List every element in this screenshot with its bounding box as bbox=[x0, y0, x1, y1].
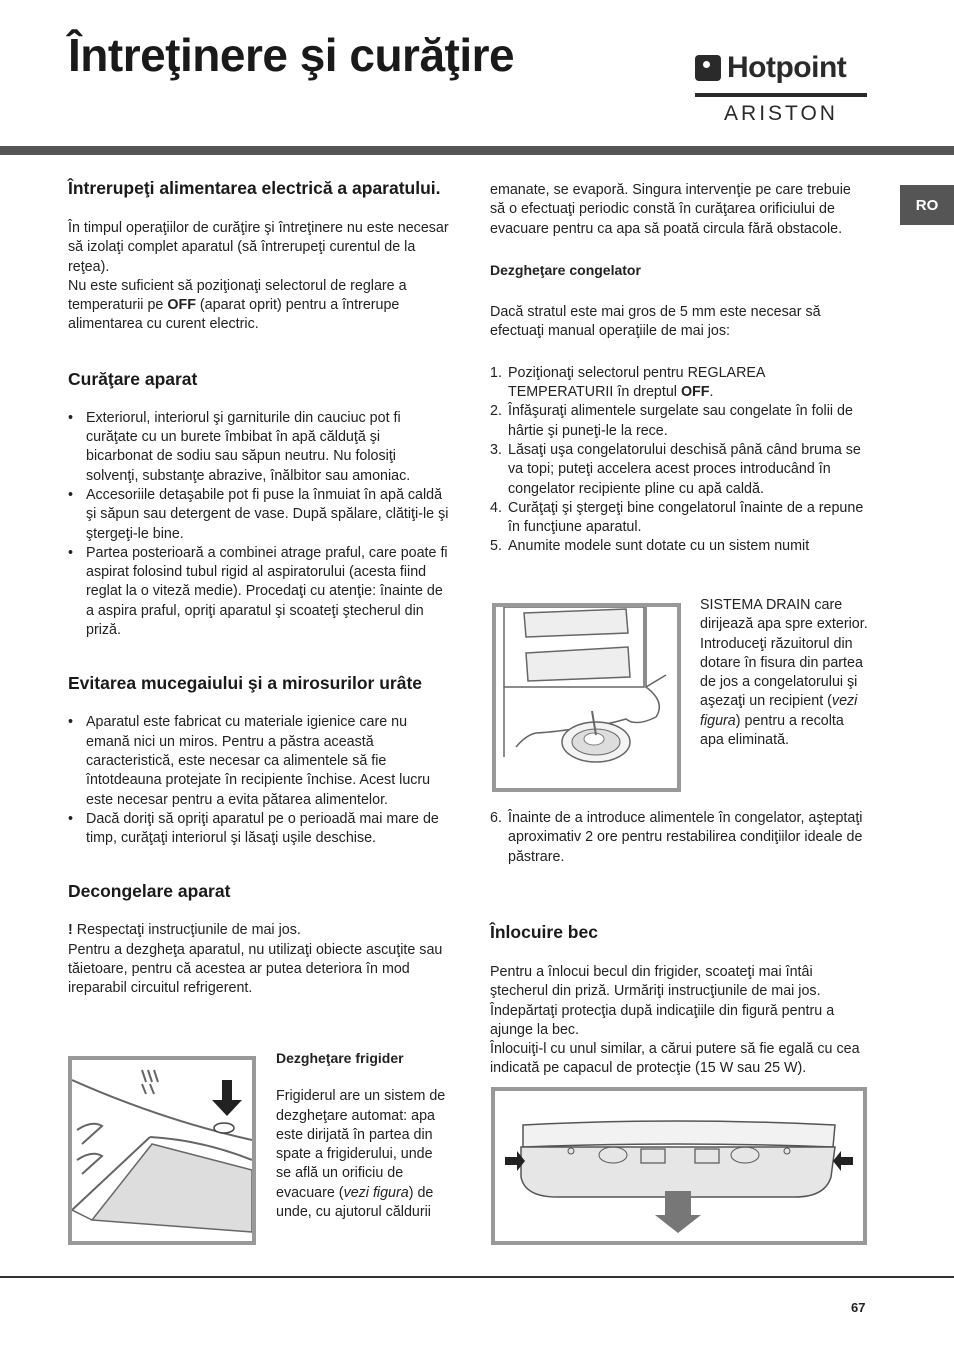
text-span: SISTEMA DRAIN care dirijează apa spre exterior. Introduceţi răzuitorul din dotare în fisura din partea de jos a congelatorului şi aşezaţi un recipient ( bbox=[700, 597, 868, 710]
header-bar bbox=[0, 146, 954, 155]
page-number: 67 bbox=[851, 1300, 866, 1315]
warning-icon: ! bbox=[68, 922, 73, 939]
list-item bbox=[490, 499, 868, 538]
step-number: 2. bbox=[490, 403, 502, 420]
fridge-drain-figure bbox=[68, 1056, 256, 1245]
brand-name: Hotpoint bbox=[727, 51, 847, 84]
defrost-warning bbox=[68, 921, 450, 940]
continuation-paragraph: emanate, se evaporă. Singura intervenţie pe care trebuie să o efectuaţi periodic constă în curăţarea orificiului de evacuare pentru ca apa să poată circula fără obstacole. bbox=[490, 182, 851, 237]
freezer-intro: Dacă stratul este mai gros de 5 mm este necesar să efectuaţi manual operaţiile de mai jos: bbox=[490, 304, 821, 340]
text-span: Lăsaţi uşa congelatorului deschisă până când bruma se va topi; puteţi accelera acest proces introducând în congelator recipiente pline cu apă caldă. bbox=[508, 441, 861, 497]
figure-ref: vezi figura bbox=[343, 1184, 409, 1201]
list-item: • Dacă doriţi să opriţi aparatul pe o perioadă mai mare de timp, curăţaţi interiorul şi lăsaţi uşile deschise. bbox=[68, 810, 450, 849]
brand-sub: ARISTON bbox=[724, 102, 838, 125]
power-paragraph-1: În timpul operaţiilor de curăţire şi întreţinere nu este necesar să izolaţi complet aparatul (să întrerupeţi curentul de la reţea). bbox=[68, 220, 449, 275]
bulb-cover-illustration bbox=[495, 1091, 863, 1241]
list-item bbox=[490, 364, 868, 403]
text-span: Nu este suficient să poziţionaţi selectorul de reglare a temperaturii pe bbox=[68, 277, 407, 314]
freezer-steps bbox=[490, 364, 868, 557]
brand-logo bbox=[695, 52, 867, 124]
logo-divider bbox=[695, 93, 867, 97]
section-heading-mould: Evitarea mucegaiului şi a mirosurilor urâte bbox=[68, 673, 423, 694]
text-span: (aparat oprit) pentru a întrerupe alimentarea cu curent electric. bbox=[68, 297, 400, 333]
list-item bbox=[490, 402, 868, 441]
freezer-drain-illustration bbox=[496, 607, 677, 788]
bulb-paragraph-2: Înlocuiţi-l cu unul similar, a cărui putere să fie egală cu cea indicată pe capacul de protecţie (15 W sau 25 W). bbox=[490, 1041, 860, 1077]
list-item: • Exteriorul, interiorul şi garniturile din cauciuc pot fi curăţate cu un burete îmbibat în apă călduţă şi bicarbonat de sodiu sau săpun neutru. Nu folosiţi solvenţi, substanţe abrazive, înălbitor sau amoniac. bbox=[68, 409, 450, 486]
cleaning-list bbox=[68, 409, 450, 641]
text-span: Curăţaţi şi ştergeţi bine congelatorul înainte de a repune în funcţiune aparatul. bbox=[508, 499, 864, 536]
text-span: ) pentru a recolta apa eliminată. bbox=[700, 712, 844, 749]
right-column bbox=[490, 181, 868, 557]
drain-text bbox=[700, 596, 868, 750]
text-span: Respectaţi instrucţiunile de mai jos. bbox=[72, 922, 301, 939]
step-number: 5. bbox=[490, 538, 502, 555]
list-item bbox=[490, 441, 868, 499]
freezer-drain-figure bbox=[492, 603, 681, 792]
step-number: 4. bbox=[490, 499, 502, 516]
text-span: ) de unde, cu ajutorul căldurii bbox=[276, 1184, 434, 1221]
fridge-defrost-text bbox=[276, 1087, 448, 1222]
fridge-drain-illustration bbox=[72, 1060, 252, 1241]
list-item: • Partea posterioară a combinei atrage praful, care poate fi aspirat folosind tubul rigid al aspiratorului (acesta fiind reglat la o viteză medie). Procedaţi cu atenţie: înainte de a aspira praful, opriţi aparatul şi scoateţi ştecherul din priză. bbox=[68, 544, 450, 640]
power-paragraph-2 bbox=[68, 277, 450, 335]
step-number: 6. bbox=[490, 810, 502, 826]
freezer-steps-cont bbox=[490, 809, 868, 867]
mould-list bbox=[68, 713, 450, 848]
list-item bbox=[490, 537, 868, 556]
step-number: 1. bbox=[490, 364, 502, 381]
bulb-section bbox=[490, 922, 868, 1079]
section-heading-power: Întrerupeţi alimentarea electrică a aparatului. bbox=[68, 178, 441, 198]
defrost-paragraph: Pentru a dezgheţa aparatul, nu utilizaţi obiecte ascuţite sau tăietoare, pentru că acestea ar putea deteriora în mod ireparabil circuitul refrigerent. bbox=[68, 941, 443, 997]
step-6 bbox=[490, 809, 868, 867]
page-title: Întreţinere şi curăţire bbox=[68, 29, 515, 81]
section-heading-defrost: Decongelare aparat bbox=[68, 881, 231, 902]
section-heading-cleaning: Curăţare aparat bbox=[68, 368, 198, 389]
fridge-defrost-section bbox=[276, 1049, 448, 1222]
list-item bbox=[490, 809, 868, 867]
section-heading-bulb: Înlocuire bec bbox=[490, 922, 598, 942]
step-number: 3. bbox=[490, 441, 502, 458]
bulb-cover-figure bbox=[491, 1087, 867, 1245]
text-span: Frigiderul are un sistem de dezgheţare automat: apa este dirijată în partea din spate a frigiderului, unde se află un orificiu de evacuare ( bbox=[276, 1088, 446, 1201]
text-span: Înainte de a introduce alimentele în congelator, aşteptaţi aproximativ 2 ore pentru restabilirea condiţiilor ideale de păstrare. bbox=[508, 810, 863, 865]
footer-rule bbox=[0, 1276, 954, 1278]
freezer-defrost-heading: Dezgheţare congelator bbox=[490, 261, 641, 278]
left-column bbox=[68, 178, 450, 999]
text-span: Poziţionaţi selectorul pentru REGLAREA TEMPERATURII în dreptul bbox=[508, 364, 765, 401]
text-span: Înfăşuraţi alimentele surgelate sau congelate în folii de hârtie şi puneţi-le la rece. bbox=[508, 403, 853, 439]
language-tab: RO bbox=[900, 185, 954, 225]
figure-ref: vezi figura bbox=[700, 693, 858, 729]
list-item: • Aparatul este fabricat cu materiale igienice care nu emană nici un miros. Pentru a păstra această caracteristică, este necesar ca alimentele să fie întotdeauna protejate în recipiente închise. Acest lucru este necesar pentru a evita pătarea alimentelor. bbox=[68, 713, 450, 809]
bulb-paragraph-1: Pentru a înlocui becul din frigider, scoateţi mai întâi ştecherul din priză. Urmăriţi instrucţiunile de mai jos. Îndepărtaţi protecţia după indicaţiile din figură pentru a ajunge la bec. bbox=[490, 964, 835, 1038]
drain-description bbox=[700, 596, 868, 750]
fridge-defrost-heading: Dezgheţare frigider bbox=[276, 1050, 404, 1066]
off-label: OFF bbox=[680, 384, 710, 401]
text-span: Anumite modele sunt dotate cu un sistem numit bbox=[508, 538, 810, 555]
hotpoint-logo-icon bbox=[695, 55, 721, 81]
off-label: OFF bbox=[167, 297, 196, 314]
text-span: . bbox=[709, 384, 714, 401]
list-item: • Accesoriile detaşabile pot fi puse la înmuiat în apă caldă şi săpun sau detergent de vase. După spălare, clătiţi-le şi ştergeţi-le bine. bbox=[68, 486, 450, 544]
